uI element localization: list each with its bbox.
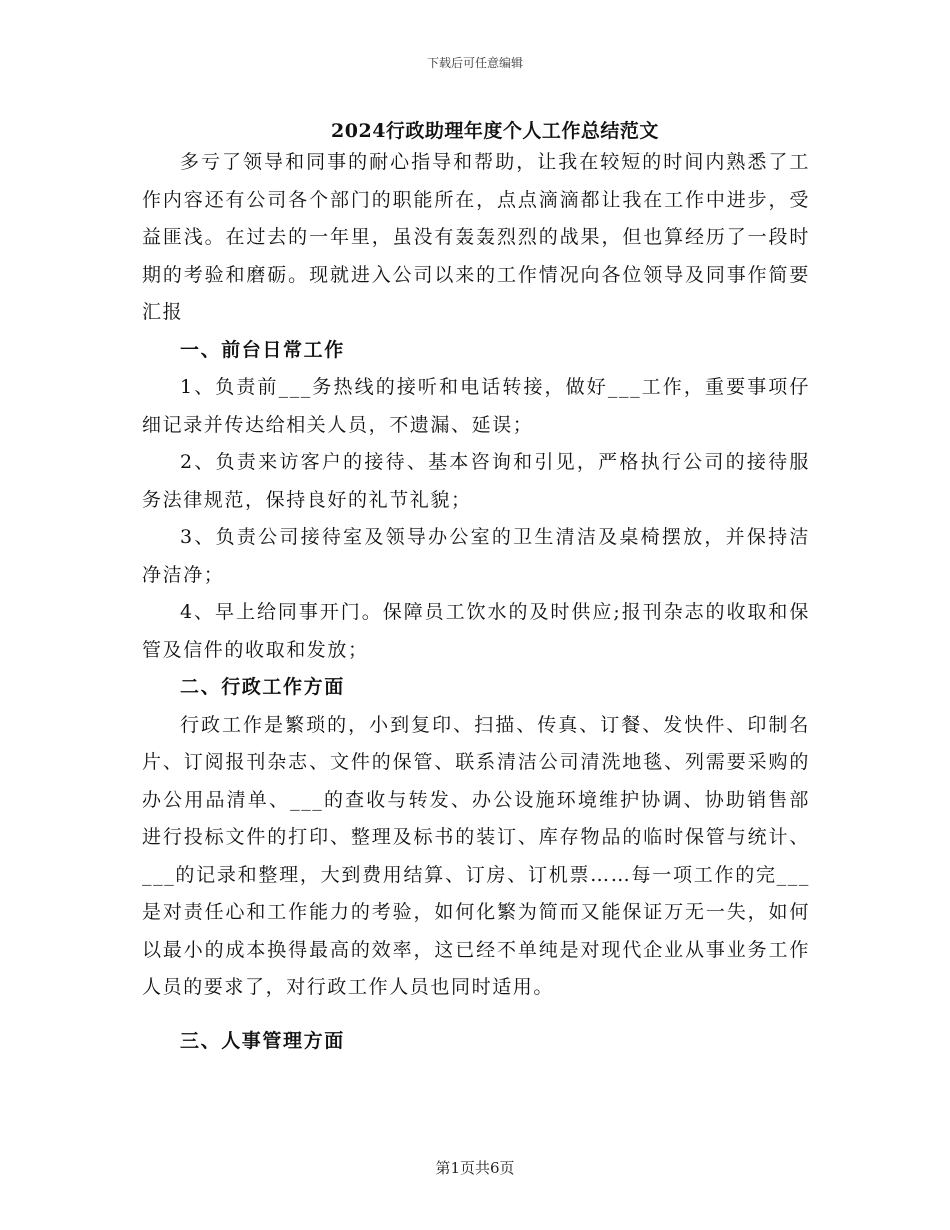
section-2-heading: 二、行政工作方面 (180, 676, 345, 698)
section-1-item-2: 2、负责来访客户的接待、基本咨询和引见，严格执行公司的接待服务法律规范，保持良好的礼节礼貌； (142, 451, 810, 511)
section-1-item-1: 1、负责前___务热线的接听和电话转接，做好___工作，重要事项仔细记录并传达给相关人员，不遗漏、延误； (142, 376, 810, 436)
section-1-heading: 一、前台日常工作 (180, 338, 345, 361)
header-note: 下载后可任意编辑 (426, 56, 523, 70)
section-2-paragraph: 行政工作是繁琐的，小到复印、扫描、传真、订餐、发快件、印制名片、订阅报刊杂志、文件的保管、联系清洁公司清洗地毯、列需要采购的办公用品清单、___的查收与转发、办公设施环境维护协调、协助销售部进行投标文件的打印、整理及标书的装订、库存物品的临时保管与统计、___的记录和整理，大到费用结算、订房、订机票……每一项工作的完___是对责任心和工作能力的考验，如何化繁为简而又能保证万无一失，如何以最小的成本换得最高的效率，这已经不单纯是对现代企业从事业务工作人员的要求了，对行政工作人员也同时适用。 (142, 713, 810, 998)
page-footer: 第1页共6页 (435, 1159, 515, 1177)
document-body (142, 144, 810, 1060)
intro-paragraph: 多亏了领导和同事的耐心指导和帮助，让我在较短的时间内熟悉了工作内容还有公司各个部门的职能所在，点点滴滴都让我在工作中进步，受益匪浅。在过去的一年里，虽没有轰轰烈烈的战果，但也算经历了一段时期的考验和磨砺。现就进入公司以来的工作情况向各位领导及同事作简要汇报 (142, 151, 810, 323)
section-3-heading: 三、人事管理方面 (180, 1029, 345, 1052)
section-1-item-3: 3、负责公司接待室及领导办公室的卫生清洁及桌椅摆放，并保持洁净洁净； (142, 526, 810, 586)
document-title: 2024行政助理年度个人工作总结范文 (331, 120, 659, 142)
section-1-item-4: 4、早上给同事开门。保障员工饮水的及时供应;报刊杂志的收取和保管及信件的收取和发放； (142, 601, 810, 661)
